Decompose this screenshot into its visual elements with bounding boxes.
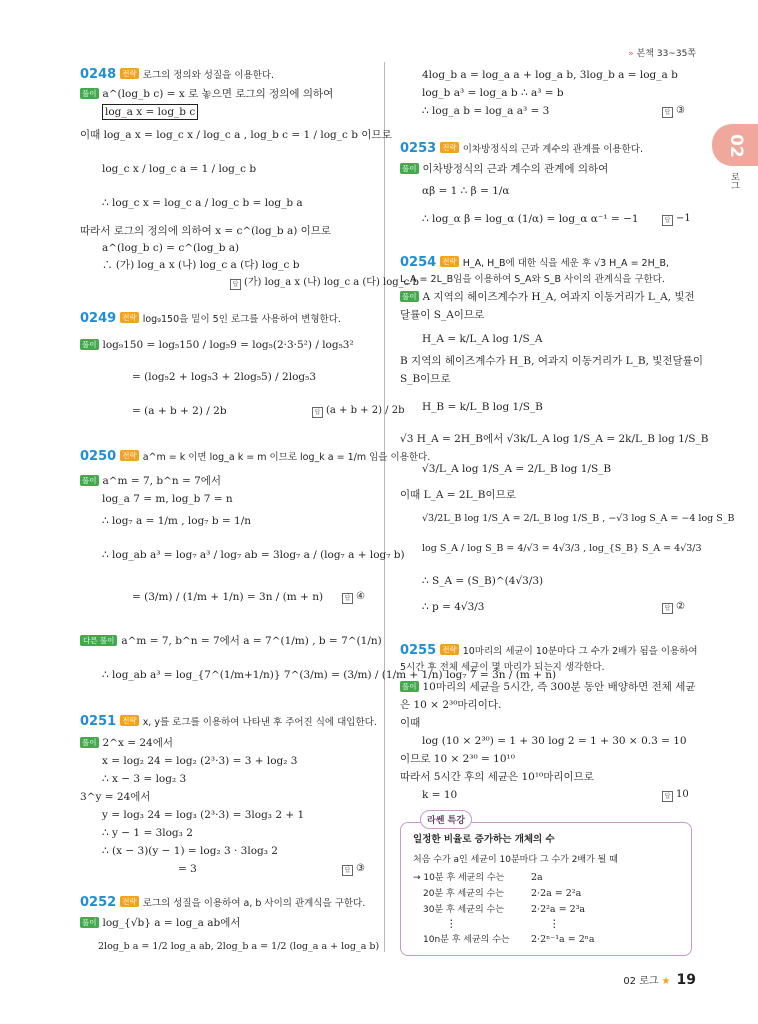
problem-0254-header-cont: L_A = 2L_B임을 이용하여 S_A와 S_B 사이의 관계식을 구한다. (400, 274, 665, 285)
solution-line: B 지역의 헤이즈계수가 H_B, 여과지 이동거리가 L_B, 빛전달률이 (400, 355, 703, 367)
column-divider (384, 62, 385, 952)
solution-line: log_a x = log_b c (102, 104, 198, 120)
box-row-value: 2a (531, 872, 543, 883)
special-lecture-box (400, 822, 692, 956)
alternative-solution-line: ∴ log_ab a³ = log_{7^(1/m+1/n)} 7^(3/m) = (3/m) / (1/m + 1/n) log₇ 7 = 3n / (m + n) (102, 669, 557, 681)
solution-line: 은 10 × 2³⁰마리이다. (400, 699, 502, 711)
solution-line: ∴ log_ab a³ = log₇ a³ / log₇ ab = 3log₇ a / (log₇ a + log₇ b) (102, 549, 405, 561)
solution-line: 2log_b a = 1/2 log_a ab, 2log_b a = 1/2 (log_a a + log_a b) (98, 941, 380, 952)
solution-line: ∴ (x − 3)(y − 1) = log₂ 3 · 3log₃ 2 (102, 845, 278, 857)
box-row-label: 10n분 후 세균의 수는 (423, 935, 510, 945)
answer: 답 ③ (342, 862, 365, 876)
solution-line: log S_A / log S_B = 4/√3 = 4√3/3 , log_{S_B} S_A = 4√3/3 (422, 543, 702, 554)
box-row-value: 2·2ⁿ⁻¹a = 2ⁿa (531, 934, 595, 945)
box-title: 일정한 비율로 증가하는 개체의 수 (413, 834, 555, 845)
solution-line: H_A = k/L_A log 1/S_A (422, 333, 543, 345)
answer: 답 ④ (342, 590, 365, 604)
problem-0255-header: 0255 전략 10마리의 세균이 10분마다 그 수가 2배가 됨을 이용하여 (400, 643, 698, 658)
solution-line: 풀이 log₉150 = log₅150 / log₅9 = log₅(2·3·5²) / log₅3² (82, 339, 354, 351)
solution-line: 3^y = 24에서 (80, 791, 151, 803)
page-footer: 02 로그 ★ 19 (623, 972, 696, 988)
solution-line: 풀이 이차방정식의 근과 계수의 관계에 의하여 (402, 163, 609, 175)
solution-line: 4log_b a = log_a a + log_a b, 3log_b a = log_a b (422, 69, 678, 81)
solution-line: H_B = k/L_B log 1/S_B (422, 401, 543, 413)
solution-line: ∴ log₇ a = 1/m , log₇ b = 1/n (102, 515, 252, 527)
chapter-side-label: 로그 (729, 172, 739, 190)
solution-line: √3/L_A log 1/S_A = 2/L_B log 1/S_B (422, 463, 612, 475)
solution-line: log_b a³ = log_a b ∴ a³ = b (422, 87, 564, 99)
solution-line: 풀이 2^x = 24에서 (82, 737, 174, 749)
box-dots: ⋮ (549, 918, 560, 930)
solution-line: a^(log_b c) = c^(log_b a) (102, 242, 240, 254)
solution-line: = (log₅2 + log₅3 + 2log₅5) / 2log₅3 (132, 371, 317, 383)
solution-line: 풀이 log_{√b} a = log_a ab에서 (82, 917, 241, 929)
solution-line: log_c x / log_c a = 1 / log_c b (102, 163, 257, 175)
solution-line: = 3 (178, 863, 197, 875)
solution-line: ∴ log_a b = log_a a³ = 3 (422, 105, 550, 117)
problem-0252-header: 0252 전략 로그의 성질을 이용하여 a, b 사이의 관계식을 구한다. (80, 895, 366, 910)
problem-0250-header: 0250 전략 a^m = k 이면 log_a k = m 이므로 log_k a = 1/m 임을 이용한다. (80, 449, 431, 464)
solution-line: 따라서 로그의 정의에 의하여 x = c^(log_b a) 이므로 (80, 225, 332, 237)
special-lecture-tag: 라쎈 특강 (420, 810, 472, 829)
solution-line: 풀이 a^m = 7, b^n = 7에서 (82, 475, 222, 487)
solution-line: 이때 (400, 717, 421, 729)
solution-line: 이때 L_A = 2L_B이므로 (400, 489, 516, 501)
solution-line: ∴ (가) log_a x (나) log_c a (다) log_c b (102, 259, 300, 271)
solution-line: = (a + b + 2) / 2b (132, 405, 227, 417)
problem-0251-header: 0251 전략 x, y를 로그를 이용하여 나타낸 후 주어진 식에 대입한다. (80, 714, 377, 729)
box-dots: ⋮ (446, 918, 457, 930)
solution-line: 따라서 5시간 후의 세균은 10¹⁰마리이므로 (400, 771, 594, 783)
solution-line: ∴ p = 4√3/3 (422, 601, 485, 613)
page-reference: » 본책 33~35쪽 (628, 49, 696, 59)
problem-0254-header: 0254 전략 H_A, H_B에 대한 식을 세운 후 √3 H_A = 2H_B, (400, 255, 670, 270)
answer: 답 −1 (662, 212, 691, 226)
chapter-tab: 02 (712, 124, 758, 166)
problem-0248-header: 0248 전략 로그의 정의와 성질을 이용한다. (80, 67, 275, 82)
answer: 답 10 (662, 788, 689, 802)
answer: 답 (a + b + 2) / 2b (312, 404, 405, 418)
answer: 답 ③ (662, 104, 685, 118)
solution-line: αβ = 1 ∴ β = 1/α (422, 185, 510, 197)
solution-line: 풀이 A 지역의 헤이즈계수가 H_A, 여과지 이동거리가 L_A, 빛전 (402, 291, 695, 303)
solution-line: y = log₃ 24 = log₃ (2³·3) = 3log₃ 2 + 1 (102, 809, 305, 821)
box-row-value: 2·2a = 2²a (531, 888, 582, 899)
box-row-label: 30분 후 세균의 수는 (423, 905, 504, 915)
problem-0255-header-cont: 5시간 후 전체 세균이 몇 마리가 되는지 생각한다. (400, 662, 605, 673)
solution-line: log (10 × 2³⁰) = 1 + 30 log 2 = 1 + 30 × 0.3 = 10 (422, 735, 687, 747)
answer: 답 ② (662, 600, 685, 614)
problem-0253-header: 0253 전략 이차방정식의 근과 계수의 관계를 이용한다. (400, 141, 643, 156)
answer: 답 (가) log_a x (나) log_c a (다) log_c b (230, 276, 419, 290)
solution-line: log_a 7 = m, log_b 7 = n (102, 493, 233, 505)
solution-line: ∴ S_A = (S_B)^(4√3/3) (422, 575, 544, 587)
box-row-value: 2·2²a = 2³a (531, 904, 586, 915)
solution-line: 풀이 10마리의 세균을 5시간, 즉 300분 동안 배양하면 전체 세균 (402, 681, 696, 693)
solution-line: = (3/m) / (1/m + 1/n) = 3n / (m + n) (132, 591, 324, 603)
box-line: 처음 수가 a인 세균이 10분마다 그 수가 2배가 될 때 (413, 855, 618, 865)
solution-line: √3/2L_B log 1/S_A = 2/L_B log 1/S_B , −√3 log S_A = −4 log S_B (422, 513, 735, 524)
problem-0249-header: 0249 전략 log₉150을 밑이 5인 로그를 사용하여 변형한다. (80, 311, 341, 326)
solution-line: S_B이므로 (400, 373, 451, 385)
alternative-solution-line: 다른 풀이 a^m = 7, b^n = 7에서 a = 7^(1/m) , b = 7^(1/n) (80, 634, 382, 648)
box-row-label: → 10분 후 세균의 수는 (413, 873, 505, 883)
solution-line: ∴ y − 1 = 3log₃ 2 (102, 827, 193, 839)
solution-line: 이때 log_a x = log_c x / log_c a , log_b c = 1 / log_c b 이므로 (80, 129, 392, 141)
solution-line: x = log₂ 24 = log₂ (2³·3) = 3 + log₂ 3 (102, 755, 298, 767)
solution-line: k = 10 (422, 789, 458, 801)
solution-line: √3 H_A = 2H_B에서 √3k/L_A log 1/S_A = 2k/L_B log 1/S_B (400, 433, 709, 445)
solution-line: 달률이 S_A이므로 (400, 309, 485, 321)
box-row-label: 20분 후 세균의 수는 (423, 889, 504, 899)
solution-line: 풀이 a^(log_b c) = x 로 놓으면 로그의 정의에 의하여 (82, 88, 334, 100)
solution-line: ∴ x − 3 = log₂ 3 (102, 773, 187, 785)
solution-line: 이므로 10 × 2³⁰ = 10¹⁰ (400, 753, 515, 765)
solution-line: ∴ log_α β = log_α (1/α) = log_α α⁻¹ = −1 (422, 213, 639, 225)
solution-line: ∴ log_c x = log_c a / log_c b = log_b a (102, 197, 303, 209)
